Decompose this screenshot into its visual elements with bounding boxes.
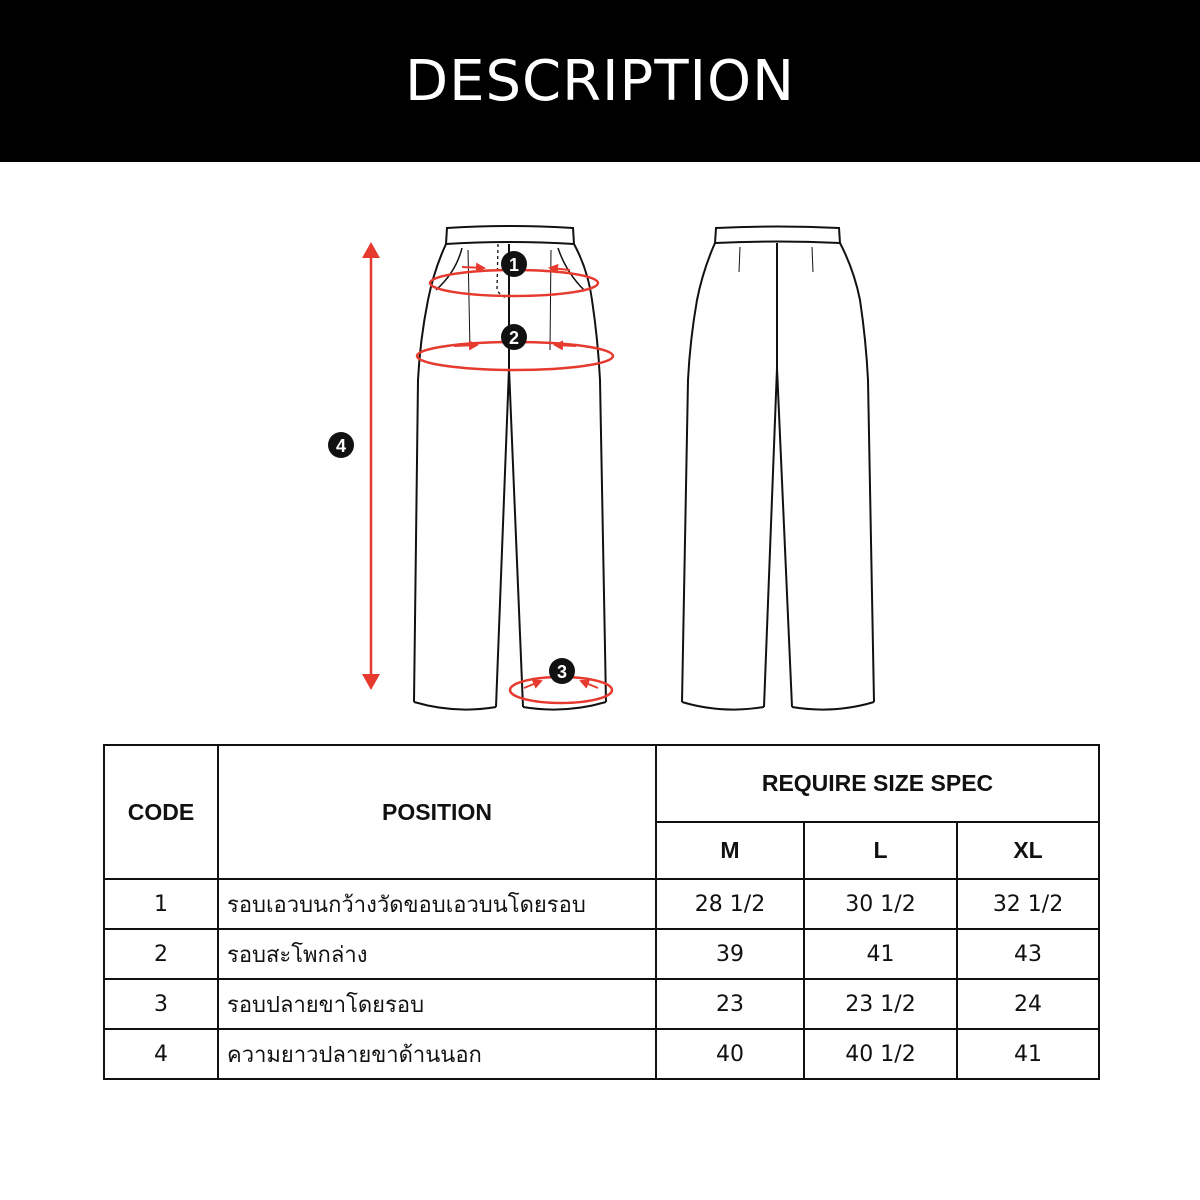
size-spec-table: [103, 744, 1100, 1080]
front-pants-outline: [414, 226, 606, 710]
row-code: 4: [104, 1029, 218, 1079]
row-position: รอบปลายขาโดยรอบ: [218, 979, 656, 1029]
marker-label-2: 2: [508, 328, 520, 348]
marker-label-3: 3: [556, 662, 568, 682]
row-code: 2: [104, 929, 218, 979]
size-header-m: M: [656, 822, 804, 879]
row-position: รอบสะโพกล่าง: [218, 929, 656, 979]
size-header-l: L: [804, 822, 957, 879]
position-header: POSITION: [218, 745, 656, 879]
row-value-m: 39: [656, 929, 804, 979]
row-value-l: 41: [804, 929, 957, 979]
row-value-m: 23: [656, 979, 804, 1029]
table-row: [104, 1029, 1099, 1079]
hem-measurement-marker: [510, 658, 612, 703]
row-position: ความยาวปลายขาด้านนอก: [218, 1029, 656, 1079]
row-value-m: 28 1/2: [656, 879, 804, 929]
page-title: DESCRIPTION: [404, 48, 796, 114]
row-value-l: 30 1/2: [804, 879, 957, 929]
table-row: [104, 929, 1099, 979]
marker-label-4: 4: [335, 436, 347, 456]
description-header: [0, 0, 1200, 162]
hip-measurement-marker: [417, 324, 613, 370]
row-value-m: 40: [656, 1029, 804, 1079]
row-value-l: 23 1/2: [804, 979, 957, 1029]
row-position: รอบเอวบนกว้างวัดขอบเอวบนโดยรอบ: [218, 879, 656, 929]
waist-measurement-marker: [430, 251, 598, 296]
row-value-xl: 24: [957, 979, 1099, 1029]
back-pants-outline: [682, 227, 874, 710]
size-spec-header: REQUIRE SIZE SPEC: [656, 745, 1099, 822]
row-value-xl: 32 1/2: [957, 879, 1099, 929]
row-value-l: 40 1/2: [804, 1029, 957, 1079]
table-row: [104, 879, 1099, 929]
code-header: CODE: [104, 745, 218, 879]
marker-label-1: 1: [508, 255, 520, 275]
row-code: 1: [104, 879, 218, 929]
row-code: 3: [104, 979, 218, 1029]
table-row: [104, 979, 1099, 1029]
pants-diagram: [0, 162, 1200, 742]
row-value-xl: 41: [957, 1029, 1099, 1079]
length-measurement-marker: [328, 242, 380, 690]
row-value-xl: 43: [957, 929, 1099, 979]
size-header-xl: XL: [957, 822, 1099, 879]
